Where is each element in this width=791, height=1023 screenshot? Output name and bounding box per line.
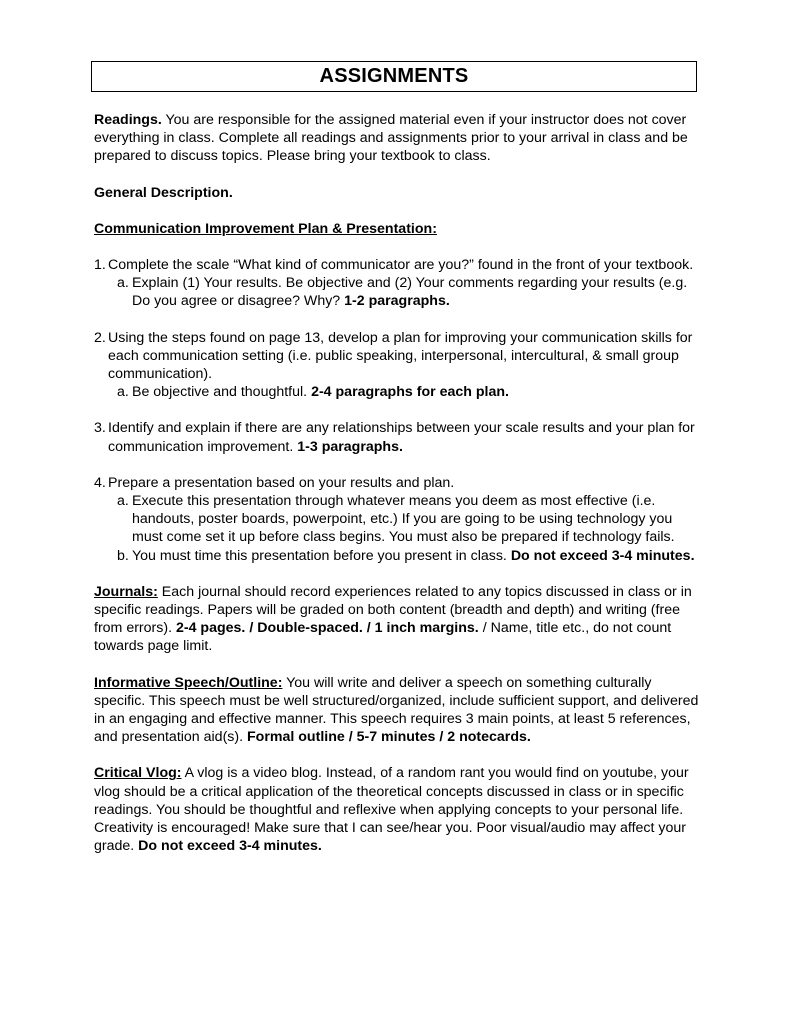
sub-letter: a. xyxy=(117,275,129,292)
sub-letter: b. xyxy=(117,547,129,564)
list-number: 4. xyxy=(94,474,106,491)
list-item-text: Complete the scale “What kind of communicator are you?” found in the front of your textbook. xyxy=(108,257,694,274)
list-item-text: Identify and explain if there are any relationships between your scale results and your plan for communication improvement. 1-3 paragraphs. xyxy=(108,420,695,455)
document-body xyxy=(94,111,704,856)
sub-item-text: Execute this presentation through whatever means you deem as most effective (i.e. handouts, poster boards, powerpoint, etc.) If you are going to be using technology you must come set it up before class begins. You must also be prepared if technology fails. xyxy=(132,493,675,546)
informative-paragraph: Informative Speech/Outline: You will write and deliver a speech on something culturally specific. This speech must be well structured/organized, include sufficient support, and delivered in an engaging and effective manner. This speech requires 3 main points, at least 5 references, and presentation aid(s). Formal outline / 5-7 minutes / 2 notecards. xyxy=(94,674,699,746)
journals-label: Journals: xyxy=(94,583,158,600)
general-description-heading: General Description. xyxy=(94,184,233,201)
page-title: ASSIGNMENTS xyxy=(319,65,469,88)
sub-item-bold: Do not exceed 3-4 minutes. xyxy=(510,547,695,564)
list-item-4 xyxy=(94,474,704,492)
cip-heading: Communication Improvement Plan & Presentation: xyxy=(94,220,437,237)
readings-paragraph xyxy=(94,111,704,166)
sub-letter: a. xyxy=(117,384,129,401)
readings-text: You are responsible for the assigned material even if your instructor does not cover everything in class. Complete all readings and assignments prior to your arrival in class and be prepared to discuss topics. Please bring your textbook to class. xyxy=(94,112,688,165)
sub-item-bold: 1-2 paragraphs. xyxy=(344,293,450,310)
readings-label: Readings. xyxy=(94,112,162,128)
list-item-text: Using the steps found on page 13, develop a plan for improving your communication skills for each communication setting (i.e. public speaking, interpersonal, intercultural, & small group communication). xyxy=(108,329,693,383)
list-number: 1. xyxy=(94,257,106,274)
list-item-text: Prepare a presentation based on your results and plan. xyxy=(108,474,455,491)
title-box xyxy=(91,61,697,92)
sub-letter: a. xyxy=(117,493,129,510)
sub-item-text: Be objective and thoughtful. xyxy=(132,384,312,401)
list-item-1 xyxy=(94,256,704,274)
sub-item-text: Explain (1) Your results. Be objective and (2) Your comments regarding your results (e.g. Do you agree or disagree? Why? xyxy=(132,275,688,310)
vlog-label: Critical Vlog: xyxy=(94,765,182,782)
list-item-2 xyxy=(94,329,704,384)
list-item-bold: 1-3 paragraphs. xyxy=(297,438,403,455)
list-number: 3. xyxy=(94,420,106,437)
sub-item-4b xyxy=(94,547,704,565)
sub-item-bold: 2-4 paragraphs for each plan. xyxy=(311,384,509,401)
list-number: 2. xyxy=(94,329,106,346)
sub-item-2a xyxy=(94,383,704,401)
sub-item-4a xyxy=(94,492,704,547)
sub-item-1a xyxy=(94,274,704,310)
sub-item-text: You must time this presentation before you present in class. xyxy=(132,547,511,564)
list-item-3 xyxy=(94,419,704,455)
informative-label: Informative Speech/Outline: xyxy=(94,674,283,691)
journals-paragraph: Journals: Each journal should record experiences related to any topics discussed in class or in specific readings. Papers will be graded on both content (breadth and depth) and writing (free from errors). 2-4 pages. / Double-spaced. / 1 inch margins. / Name, title etc., do not count towards page limit. xyxy=(94,583,692,655)
vlog-paragraph: Critical Vlog: A vlog is a video blog. Instead, of a random rant you would find on youtube, your vlog should be a critical application of the theoretical concepts discussed in class or in specific readings. You should be thoughtful and reflexive when applying concepts to your personal life. Creativity is encouraged! Make sure that I can see/hear you. Poor visual/audio may affect your grade. Do not exceed 3-4 minutes. xyxy=(94,765,689,855)
